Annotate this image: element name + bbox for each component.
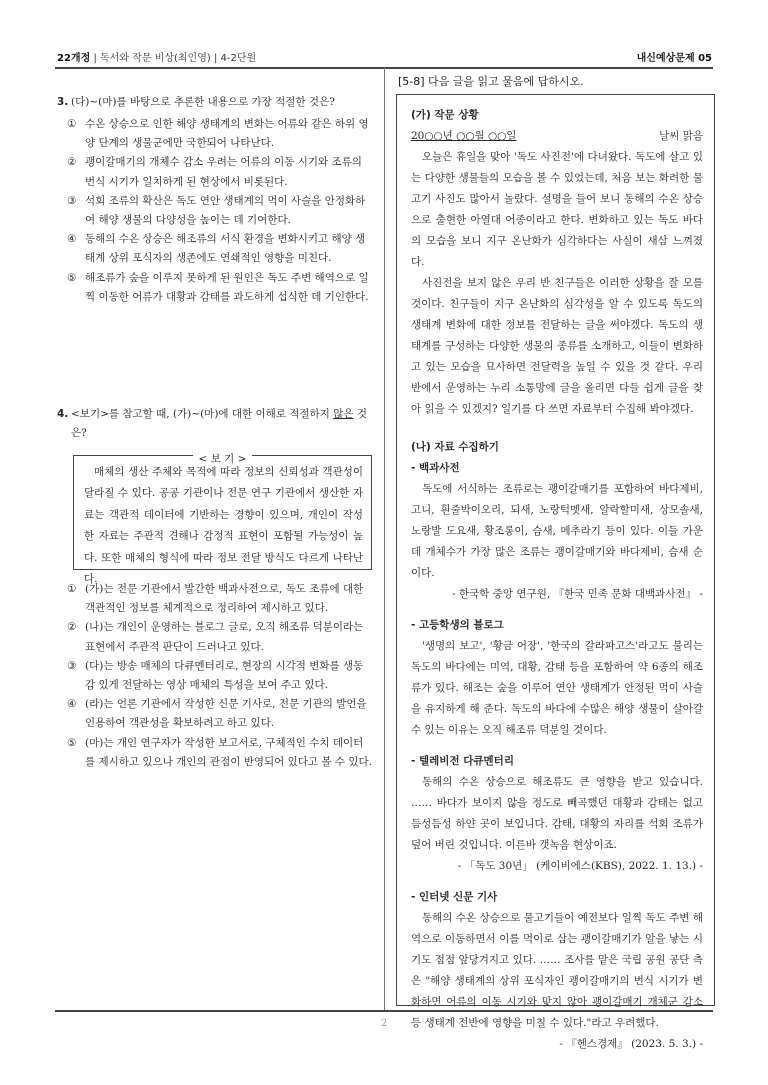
diary-date-row — [411, 126, 703, 147]
option-3[interactable]: ③ 석회 조류의 확산은 독도 연안 생태계의 먹이 사슬을 안정화하여 해양 생물의 다양성을 높이는 데 기여한다. — [67, 194, 366, 227]
diary-date: 20○○년 ○○월 ○○일 — [411, 130, 517, 142]
page-number: 2 — [380, 1018, 388, 1029]
header-course-info — [57, 49, 256, 64]
bottom-rule — [55, 1010, 713, 1012]
source-news-citation: - 『헨스경제』 (2023. 5. 3.) - — [559, 1038, 703, 1050]
question-4-text: <보기>를 참고할 때, (가)~(마)에 대한 이해로 적절하지 않은 것은? — [71, 408, 367, 439]
question-3-options — [57, 115, 373, 307]
option-3[interactable]: ③ (다)는 방송 매체의 다큐멘터리로, 현장의 시각적 변화를 생동감 있게 전달하는 영상 매체의 특성을 보여 주고 있다. — [67, 659, 364, 692]
question-4 — [57, 405, 373, 443]
column-divider — [384, 68, 385, 1010]
section-na-title: (나) 자료 수집하기 — [411, 441, 499, 453]
question-4-stem — [57, 405, 373, 443]
bogi-title: < 보 기 > — [193, 453, 253, 465]
source-documentary-citation: - 「독도 30년」 (케이비에스(KBS), 2022. 1. 13.) - — [457, 860, 703, 872]
question-4-number: 4. — [57, 408, 69, 420]
bogi-text: 매체의 생산 주체와 목적에 따라 정보의 신뢰성과 객관성이 달라질 수 있다. 공공 기관이나 전문 연구 기관에서 생산한 자료는 객관적 데이터에 기반하는 경향이 있으며, 개인이 작성한 자료는 주관적 견해나 감정적 표현이 포함될 가능성이 높다. 또한 매체의 형식에 따라 정보 전달 방식도 다르게 나타난다. — [84, 466, 363, 586]
source-encyclopedia-citation: - 한국학 중앙 연구원, 『한국 민족 문화 대백과사전』 - — [452, 588, 703, 600]
diary-paragraph-1: 오늘은 휴일을 맞아 '독도 사진전'에 다녀왔다. 독도에 살고 있는 다양한 생물들의 모습을 볼 수 있었는데, 처음 보는 화려한 물고기 사진도 많아서 놀랐다. 설명을 들어 보니 동해의 수온 상승으로 출현한 아열대 어종이라고 한다. 변화하고 있는 독도 바다의 모습을 보니 지구 온난화가 심각하다는 사실이 새삼 느껴졌다. — [411, 151, 703, 268]
question-3-number: 3. — [57, 96, 69, 108]
exam-title: 내신예상문제 05 — [636, 53, 712, 64]
source-blog-text: '생명의 보고', '황금 어장', '한국의 갈라파고스'라고도 불리는 독도의 바다에는 미역, 대황, 감태 등을 포함하여 약 6종의 해조류가 있다. 해조는 숲을 이루어 연안 생태계가 안정된 먹이 사슬을 유지하게 해 준다. 독도의 바다에 수많은 해양 생물이 살아갈 수 있는 이유는 오직 해조류 덕분일 것이다. — [411, 640, 703, 736]
option-1[interactable]: ① 수온 상승으로 인한 해양 생태계의 변화는 어류와 같은 하위 영양 단계의 생물군에만 국한되어 나타난다. — [67, 118, 369, 150]
option-1[interactable]: ① (가)는 전문 기관에서 발간한 백과사전으로, 독도 조류에 대한 객관적인 정보를 체계적으로 정리하여 제시하고 있다. — [67, 583, 364, 615]
passage-content — [411, 105, 703, 1055]
option-5[interactable]: ⑤ 해조류가 숲을 이루지 못하게 된 원인은 독도 주변 해역으로 일찍 이동한 어류가 대황과 감태를 과도하게 섭식한 데 기인한다. — [67, 271, 369, 303]
question-4-options — [57, 580, 373, 772]
source-blog-title: - 고등학생의 블로그 — [411, 619, 504, 631]
header-separator: | — [93, 53, 100, 64]
option-2[interactable]: ② (나)는 개인이 운영하는 블로그 글로, 오직 해조류 덕분이라는 표현에서 주관적 판단이 드러나고 있다. — [67, 621, 364, 653]
source-news-text: 동해의 수온 상승으로 물고기들이 예전보다 일찍 독도 주변 해역으로 이동하면서 이를 먹이로 삼는 괭이갈매기가 알을 낳는 시기도 점점 앞당겨지고 있다. …… 조사를 맡은 국립 공원 공단 측은 "해양 생태계의 상위 포식자인 괭이갈매기의 번식 시기가 변화하면 어류의 이동 시기와 맞지 않아 괭이갈매기 개체군 감소 등 생태계 전반에 영향을 미칠 수 있다."라고 우려했다. — [411, 912, 703, 1029]
passage-instruction: [5-8] 다음 글을 읽고 물음에 답하시오. — [398, 75, 584, 88]
source-news-title: - 인터넷 신문 기사 — [411, 891, 498, 903]
course-label: 독서와 작문 비상(최인영) | 4-2단원 — [100, 53, 257, 64]
section-ga-title: (가) 작문 상황 — [411, 109, 479, 121]
diary-paragraph-2: 사진전을 보지 않은 우리 반 친구들은 이러한 상황을 잘 모를 것이다. 친구들이 지구 온난화의 심각성을 알 수 있도록 독도의 생태계 변화에 대한 정보를 전달하는 글을 써야겠다. 독도의 생태계를 구성하는 다양한 생물의 종류를 소개하고, 이들이 변화하고 있는 모습을 묘사하면 전달력을 높일 수 있을 것 같다. 우리 반에서 운영하는 누리 소통망에 글을 올리면 다들 쉽게 글을 찾아 읽을 수 있겠지? 일기를 다 쓰면 자료부터 수집해 봐야겠다. — [411, 277, 703, 415]
question-3-stem — [57, 93, 373, 112]
source-encyclopedia-text: 독도에 서식하는 조류로는 괭이갈매기를 포함하여 바다제비, 고니, 흰줄박이오리, 되새, 노랑턱멧새, 알락할미새, 상모솔새, 노랑발 도요새, 황조롱이, 슴새, 메추라기 등이 있다. 이들 가운데 개체수가 가장 많은 조류는 괭이갈매기와 바다제비, 슴새 순이다. — [411, 483, 703, 579]
source-encyclopedia-title: - 백과사전 — [411, 462, 460, 474]
option-2[interactable]: ② 괭이갈매기의 개체수 감소 우려는 어류의 이동 시기와 조류의 번식 시기가 일치하게 된 현상에서 비롯된다. — [67, 156, 362, 188]
bogi-box — [73, 453, 372, 586]
source-documentary-title: - 텔레비전 다큐멘터리 — [411, 755, 514, 767]
source-documentary-text: 동해의 수온 상승으로 해조류도 큰 영향을 받고 있습니다. …… 바다가 보이지 않을 정도로 빼곡했던 대황과 감태는 없고 듬성듬성 하얀 곳이 보입니다. 감태, 대황의 자리를 석회 조류가 덮어 버린 것입니다. 이른바 갯녹음 현상이죠. — [411, 776, 703, 851]
question-3-text: (다)~(마)를 바탕으로 추론한 내용으로 가장 적절한 것은? — [71, 96, 335, 108]
diary-weather: 날씨 맑음 — [659, 130, 703, 142]
option-4[interactable]: ④ (라)는 언론 기관에서 작성한 신문 기사로, 전문 기관의 발언을 인용하여 객관성을 확보하려고 하고 있다. — [67, 698, 367, 730]
option-5[interactable]: ⑤ (마)는 개인 연구자가 작성한 보고서로, 구체적인 수치 데이터를 제시하고 있으나 개인의 관점이 반영되어 있다고 볼 수 있다. — [67, 736, 372, 768]
edition-label: 22개정 — [57, 53, 91, 64]
passage-box — [396, 94, 715, 1050]
question-3 — [57, 93, 373, 307]
option-4[interactable]: ④ 동해의 수온 상승은 해조류의 서식 환경을 변화시키고 해양 생태계 상위 포식자의 생존에도 연쇄적인 영향을 미친다. — [67, 233, 366, 265]
